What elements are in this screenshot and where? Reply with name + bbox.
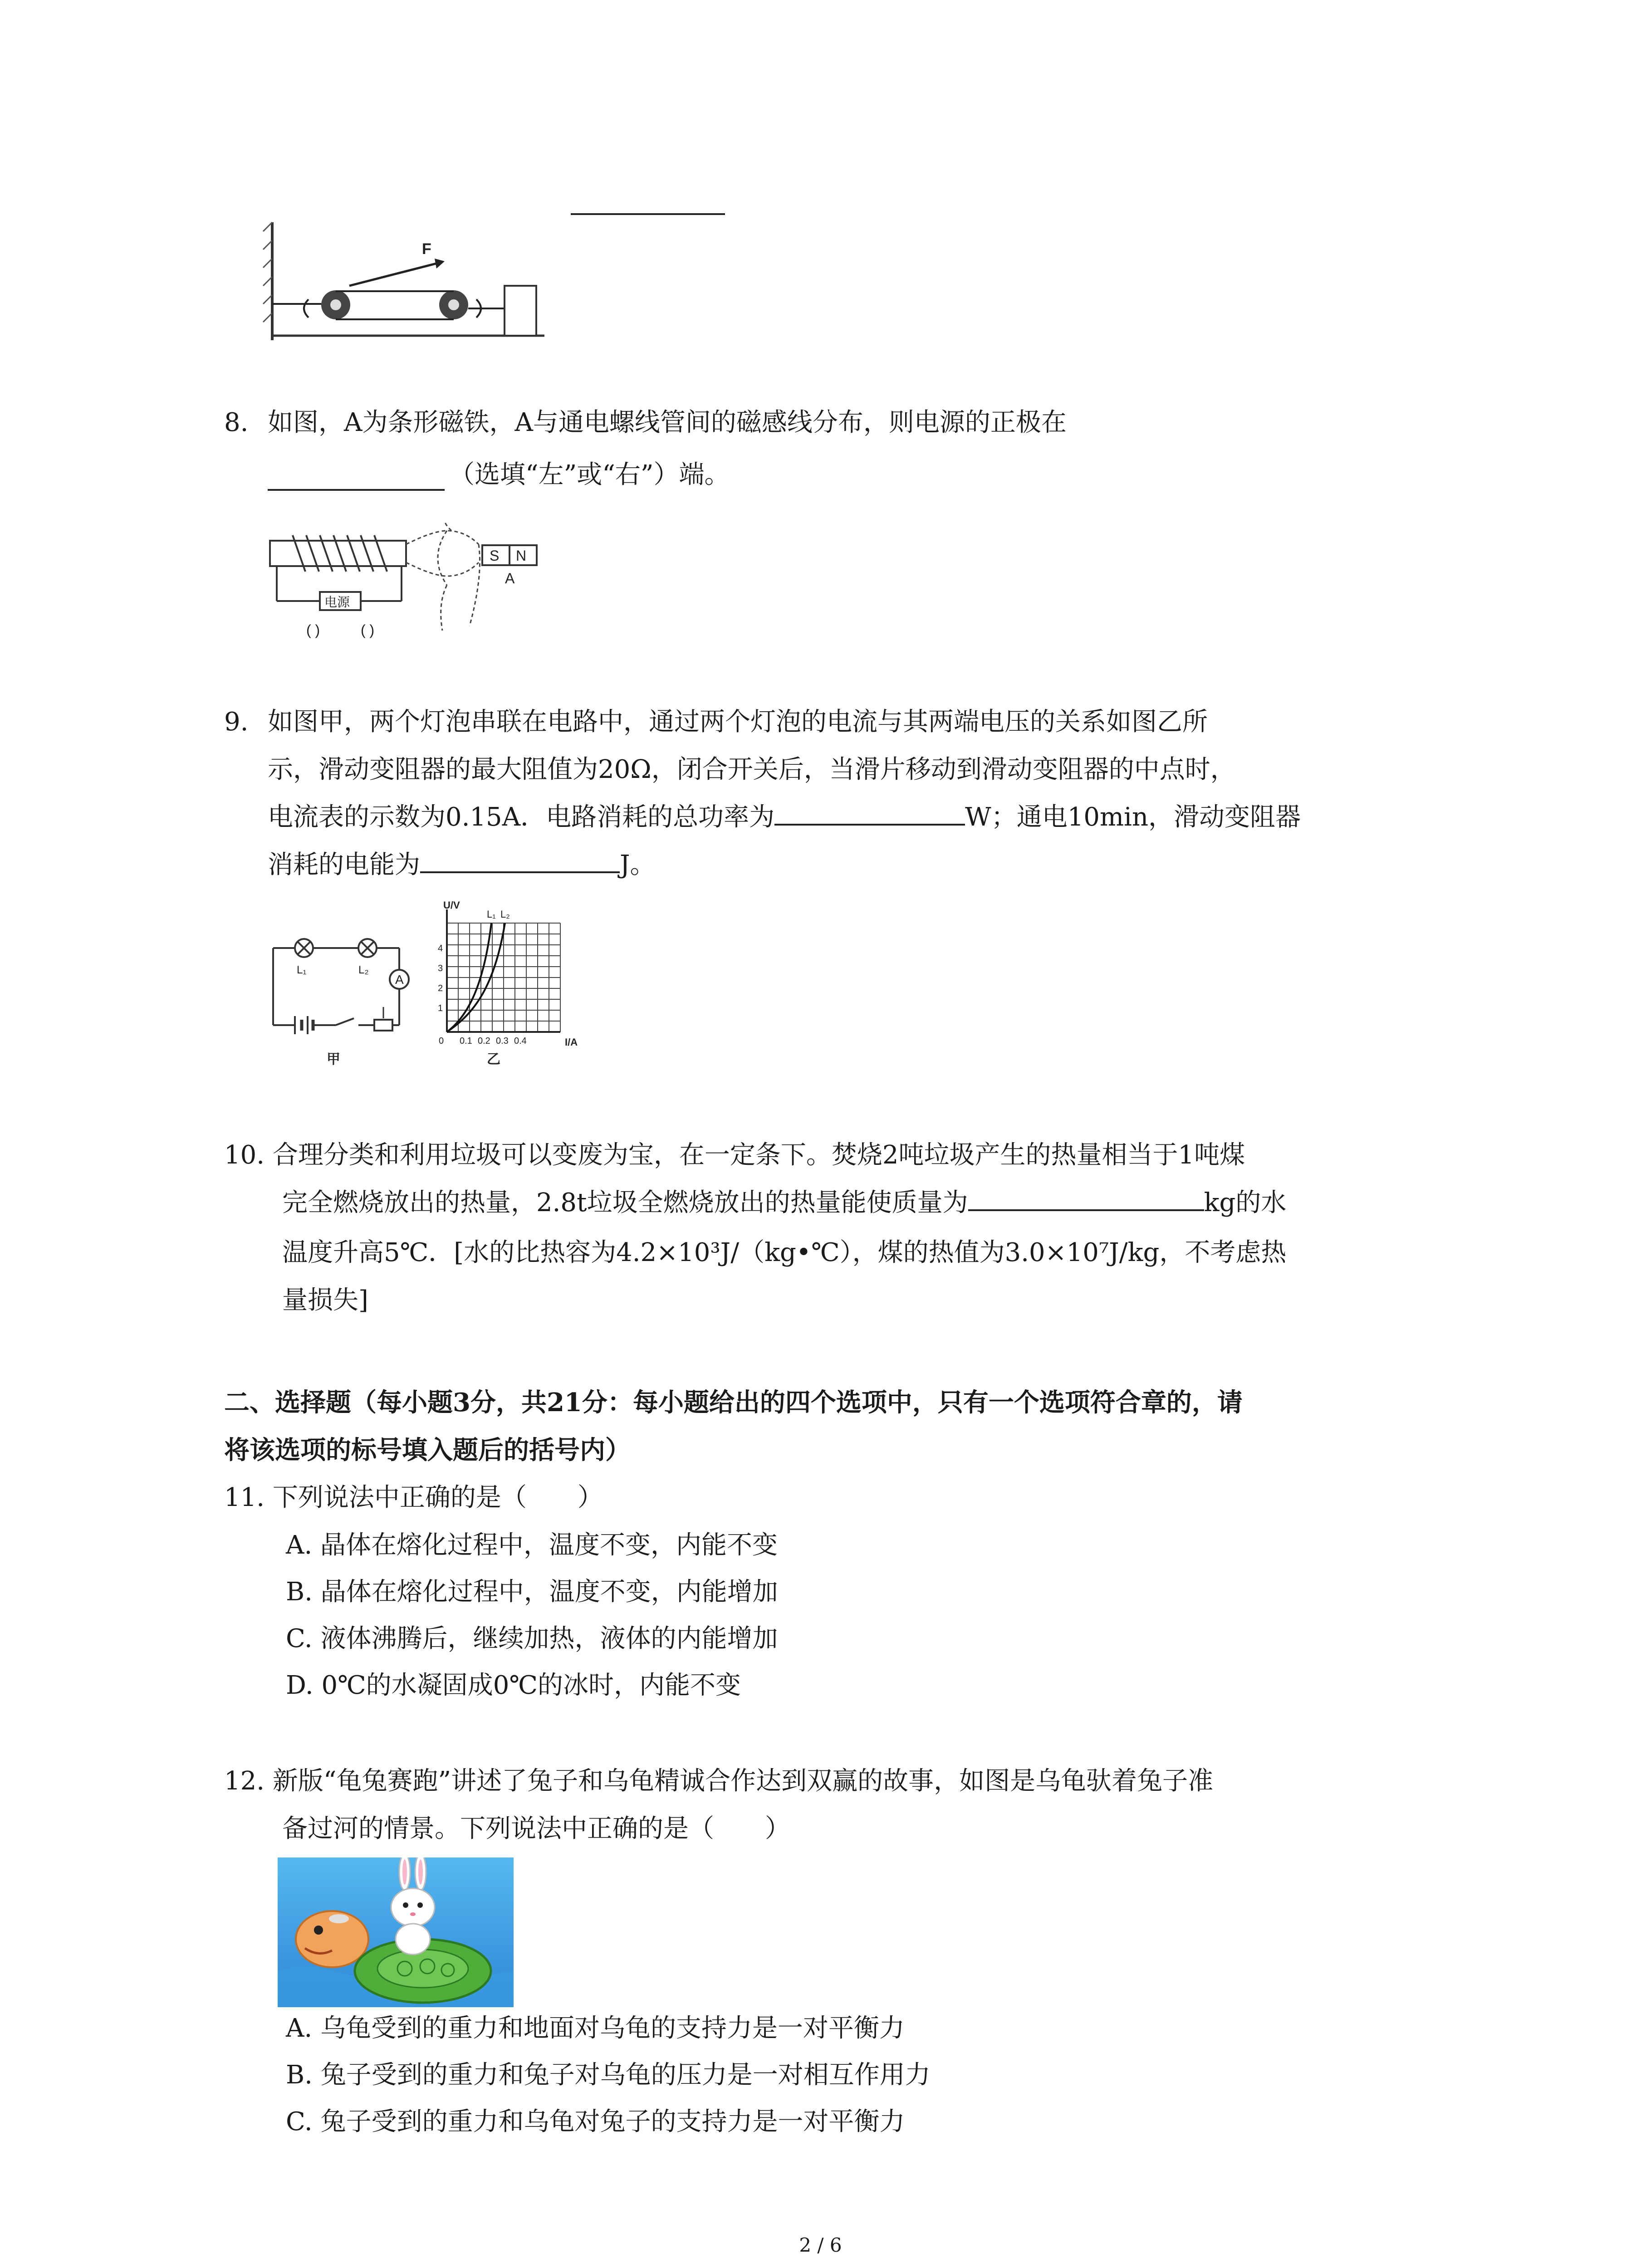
- graph-xtick-1: 0.1: [460, 1036, 472, 1046]
- graph-y-axis-label: U/V: [443, 899, 460, 911]
- graph-xtick-3: 0.3: [496, 1036, 509, 1046]
- q11-option-b[interactable]: B. 晶体在熔化过程中，温度不变，内能增加: [286, 1577, 778, 1607]
- q11-option-c[interactable]: C. 液体沸腾后，继续加热，液体的内能增加: [286, 1624, 778, 1653]
- magnet-n: N: [516, 547, 527, 564]
- q9-text-line1: 如图甲，两个灯泡串联在电路中，通过两个灯泡的电流与其两端电压的关系如图乙所: [268, 707, 1208, 737]
- q12-text-line2: 备过河的情景。下列说法中正确的是（ ）: [282, 1814, 790, 1843]
- q12-option-b[interactable]: B. 兔子受到的重力和兔子对乌龟的压力是一对相互作用力: [286, 2060, 931, 2090]
- fig-caption-yi: 乙: [487, 1052, 500, 1067]
- terminal-right: ( ): [361, 622, 375, 638]
- q10-text-line2: [282, 1179, 1286, 1227]
- page-number: 2 / 6: [799, 2234, 842, 2256]
- q10-text-line4: 量损失]: [282, 1286, 368, 1315]
- q10-line2-part2: kg的水: [1204, 1188, 1287, 1217]
- q9-answer-blank-power[interactable]: [774, 797, 965, 826]
- section2-heading-line1: 二、选择题（每小题3分，共21分：每小题给出的四个选项中，只有一个选项符合章的，请: [224, 1388, 1243, 1418]
- graph-x-axis-label: I/A: [565, 1036, 578, 1048]
- graph-ytick-4: 4: [438, 943, 443, 953]
- lamp-l1-label: L₁: [297, 964, 307, 976]
- lamp-l2-label: L₂: [358, 964, 369, 976]
- magnet-label: A: [505, 570, 515, 587]
- block: [505, 286, 536, 336]
- q8-text-line2: （选填“左”或“右”）端。: [449, 460, 730, 489]
- terminal-left: ( ): [306, 622, 320, 638]
- q8-answer-blank[interactable]: [268, 489, 445, 491]
- q7-pulley-figure: [259, 218, 554, 345]
- q12-option-c[interactable]: C. 兔子受到的重力和乌龟对兔子的支持力是一对平衡力: [286, 2107, 905, 2136]
- rheostat: [374, 1020, 392, 1031]
- q10-answer-blank[interactable]: [968, 1182, 1204, 1211]
- q9-text-line3: [268, 794, 1301, 841]
- graph-xtick-0: 0: [439, 1036, 444, 1046]
- lamp-l1: [295, 939, 313, 957]
- ammeter-label: A: [395, 973, 404, 987]
- fig-caption-jia: 甲: [327, 1052, 340, 1067]
- q11-option-d[interactable]: D. 0℃的水凝固成0℃的冰时，内能不变: [286, 1671, 741, 1700]
- q11-stem: 11. 下列说法中正确的是（ ）: [224, 1483, 603, 1512]
- graph-ytick-2: 2: [438, 983, 443, 993]
- graph-xtick-4: 0.4: [514, 1036, 527, 1046]
- q9-text-line4: [268, 841, 655, 889]
- q10-number: 10.: [224, 1140, 265, 1170]
- graph-grid: [447, 923, 560, 1032]
- section2-heading-line2: 将该选项的标号填入题后的括号内）: [224, 1435, 631, 1465]
- graph-ytick-3: 3: [438, 963, 443, 973]
- q10-text-line3: 温度升高5℃．[水的比热容为4.2×10³J/（kg•℃），煤的热值为3.0×10⁷J/kg，不考虑热: [282, 1238, 1287, 1267]
- q9-line3-part2: W；通电10min，滑动变阻器: [965, 802, 1301, 832]
- q8-text-line1: 如图，A为条形磁铁，A与通电螺线管间的磁感线分布，则电源的正极在: [268, 408, 1067, 437]
- graph-curve2-label: L₂: [500, 909, 510, 920]
- q9-text-line2: 示，滑动变阻器的最大阻值为20Ω，闭合开关后，当滑片移动到滑动变阻器的中点时，: [268, 755, 1236, 784]
- q8-number: 8.: [224, 408, 249, 437]
- q9-circuit-figure: [268, 925, 431, 1075]
- graph-curve1-label: L₁: [487, 909, 496, 920]
- q8-solenoid-figure: [265, 522, 556, 644]
- q12-turtle-rabbit-image: [278, 1857, 514, 2007]
- power-label: 电源: [324, 595, 350, 609]
- q9-graph-figure: [429, 896, 601, 1077]
- q9-number: 9.: [224, 707, 249, 737]
- q9-line3-part1: 电流表的示数为0.15A．电路消耗的总功率为: [268, 802, 775, 832]
- magnet-s: S: [490, 547, 500, 564]
- force-label: F: [422, 240, 431, 258]
- graph-ytick-1: 1: [438, 1003, 443, 1013]
- q7-answer-blank[interactable]: [571, 213, 725, 215]
- q12-text-line1: 12. 新版“龟兔赛跑”讲述了兔子和乌龟精诚合作达到双赢的故事，如图是乌龟驮着兔子准: [224, 1766, 1214, 1796]
- q10-text-line1: [224, 1132, 1245, 1179]
- q9-line4-part1: 消耗的电能为: [268, 850, 420, 880]
- force-arrow: [349, 263, 438, 286]
- q10-line1-text: 合理分类和利用垃圾可以变废为宝，在一定条下。焚烧2吨垃圾产生的热量相当于1吨煤: [272, 1140, 1245, 1170]
- q11-option-a[interactable]: A. 晶体在熔化过程中，温度不变，内能不变: [286, 1530, 778, 1560]
- q9-answer-blank-energy[interactable]: [420, 844, 620, 873]
- graph-xtick-2: 0.2: [478, 1036, 490, 1046]
- q10-line2-part1: 完全燃烧放出的热量，2.8t垃圾全燃烧放出的热量能使质量为: [282, 1188, 968, 1217]
- q9-line4-part2: J。: [620, 850, 656, 880]
- q12-option-a[interactable]: A. 乌龟受到的重力和地面对乌龟的支持力是一对平衡力: [286, 2014, 905, 2043]
- solenoid: [270, 541, 406, 566]
- lamp-l2: [358, 939, 377, 957]
